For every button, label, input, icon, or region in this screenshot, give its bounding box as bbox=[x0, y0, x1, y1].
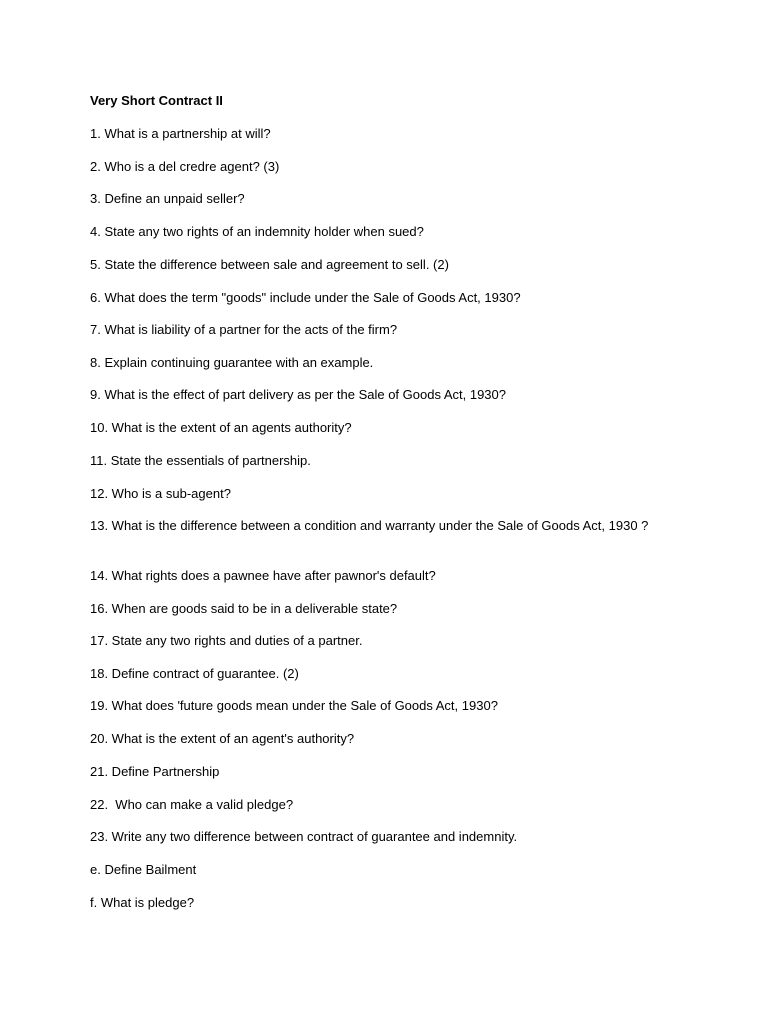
question-item: 2. Who is a del credre agent? (3) bbox=[90, 159, 280, 174]
question-item: f. What is pledge? bbox=[90, 895, 195, 910]
question-item: 11. State the essentials of partnership. bbox=[90, 453, 311, 468]
question-item: 8. Explain continuing guarantee with an example. bbox=[90, 355, 374, 370]
question-item: 17. State any two rights and duties of a partner. bbox=[90, 633, 363, 648]
question-item: 3. Define an unpaid seller? bbox=[90, 191, 245, 206]
question-item: 21. Define Partnership bbox=[90, 764, 220, 779]
question-item: 23. Write any two difference between contract of guarantee and indemnity. bbox=[90, 829, 518, 844]
question-item: 22. Who can make a valid pledge? bbox=[90, 797, 294, 812]
question-item: e. Define Bailment bbox=[90, 862, 197, 877]
question-item: 19. What does 'future goods mean under the Sale of Goods Act, 1930? bbox=[90, 698, 498, 713]
question-item: 13. What is the difference between a condition and warranty under the Sale of Goods Act, 1930 ? bbox=[90, 518, 649, 533]
document-title: Very Short Contract II bbox=[90, 93, 223, 108]
question-item: 4. State any two rights of an indemnity holder when sued? bbox=[90, 224, 424, 239]
question-item: 16. When are goods said to be in a deliverable state? bbox=[90, 601, 398, 616]
question-item: 14. What rights does a pawnee have after pawnor's default? bbox=[90, 568, 436, 583]
question-item: 10. What is the extent of an agents authority? bbox=[90, 420, 352, 435]
question-item: 9. What is the effect of part delivery as per the Sale of Goods Act, 1930? bbox=[90, 387, 506, 402]
question-item: 18. Define contract of guarantee. (2) bbox=[90, 666, 299, 681]
question-item: 5. State the difference between sale and agreement to sell. (2) bbox=[90, 257, 449, 272]
question-item: 7. What is liability of a partner for the acts of the firm? bbox=[90, 322, 398, 337]
question-item: 6. What does the term "goods" include under the Sale of Goods Act, 1930? bbox=[90, 290, 521, 305]
question-item: 1. What is a partnership at will? bbox=[90, 126, 271, 141]
question-item: 20. What is the extent of an agent's authority? bbox=[90, 731, 355, 746]
question-item: 12. Who is a sub-agent? bbox=[90, 486, 231, 501]
